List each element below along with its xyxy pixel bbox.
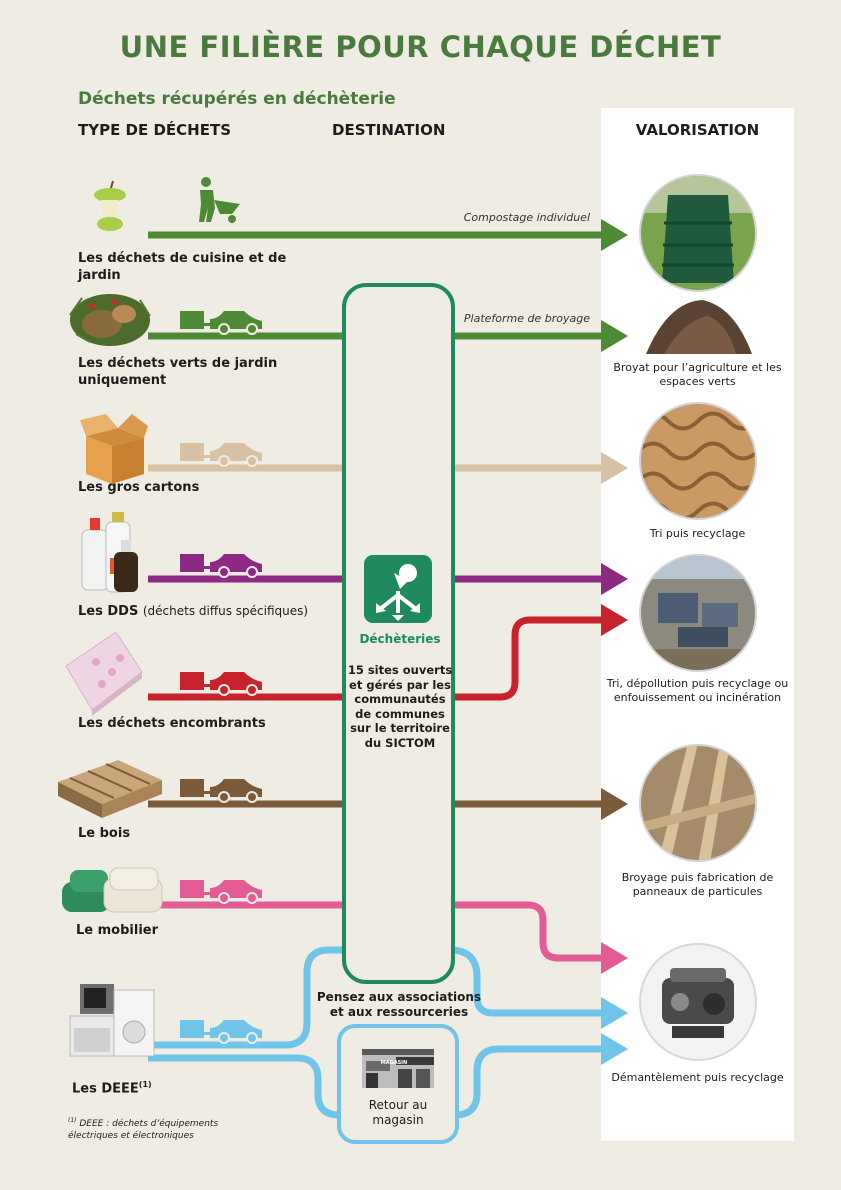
arrowhead-encombrants [601, 604, 628, 636]
waste-label-dds-row [78, 603, 338, 620]
waste-label-mobilier: Le mobilier [76, 923, 159, 938]
column-header-valorisation: VALORISATION [635, 121, 760, 139]
waste-label-cuisine: Les déchets de cuisine et de jardin [78, 251, 287, 283]
associations-note: Pensez aux associations et aux ressourceries [316, 990, 482, 1019]
dechetterie-card [346, 560, 454, 750]
waste-label-verts: Les déchets verts de jardin uniquement [78, 356, 278, 388]
vehicle-icon-dds [180, 554, 262, 577]
vehicle-icon-deee [180, 1020, 262, 1043]
column-header-type: TYPE DE DÉCHETS [78, 121, 232, 139]
footnote-number: (1) [68, 1117, 77, 1124]
green-waste-icon [70, 294, 150, 346]
dechetterie-name: Déchèteries [359, 632, 441, 646]
column-header-destination: DESTINATION [332, 121, 446, 139]
arrowhead-bois [601, 788, 628, 820]
arrowhead-cartons [601, 452, 628, 484]
footnote [68, 1115, 238, 1142]
gardener-wheelbarrow-icon [199, 177, 240, 223]
arrowhead-dds [601, 563, 628, 595]
route-label-compost: Compostage individuel [463, 211, 590, 224]
chemical-bottles-icon [82, 512, 138, 592]
footnote-mark: (1) [138, 1080, 152, 1089]
arrowhead-cuisine [601, 219, 628, 251]
arrowhead-deee-upper [601, 997, 628, 1029]
mattress-icon [66, 632, 142, 716]
waste-label-bois: Le bois [78, 826, 131, 841]
waste-label-dds-extra: (déchets diffus spécifiques) [142, 604, 309, 618]
valorisation-depollution: Tri, dépollution puis recyclage ou enfouissement ou incinération [606, 677, 789, 704]
cardboard-box-icon [80, 414, 148, 484]
waste-label-dds: Les DDS [78, 604, 139, 619]
page-title: UNE FILIÈRE POUR CHAQUE DÉCHET [119, 30, 722, 64]
valorisation-broyage-panneaux: Broyage puis fabrication de panneaux de particules [621, 871, 774, 898]
compost-bin-image-icon [638, 173, 758, 293]
apple-core-icon [94, 181, 126, 231]
page-subtitle: Déchets récupérés en déchèterie [78, 89, 396, 109]
engine-image-icon [638, 942, 758, 1062]
particle-board-image-icon [638, 743, 758, 863]
footnote-text: DEEE : déchets d’équipements électriques et électroniques [68, 1119, 219, 1141]
mulch-pile-icon [646, 300, 752, 354]
waste-label-deee-row [72, 1076, 272, 1097]
dechetterie-description: 15 sites ouverts et gérés par les communautés de communes sur le territoire du SICTOM [347, 663, 453, 750]
arrowhead-mobilier [601, 942, 628, 974]
magasin-sign: MAGASIN [380, 1060, 408, 1066]
arrowhead-verts [601, 320, 628, 352]
arrowhead-deee-lower [601, 1033, 628, 1065]
valorisation-demantelement: Démantèlement puis recyclage [611, 1071, 784, 1084]
wood-pallet-icon [58, 760, 162, 818]
valorisation-tri-recyclage: Tri puis recyclage [649, 527, 746, 540]
magasin-label: Retour au magasin [368, 1098, 428, 1127]
recycling-facility-image-icon [638, 553, 758, 673]
appliances-icon [70, 984, 154, 1056]
store-icon [362, 1049, 434, 1088]
vehicle-icon-encombrants [180, 672, 262, 695]
valorisation-broyat: Broyat pour l’agriculture et les espaces verts [613, 361, 782, 388]
vehicle-icon-bois [180, 779, 262, 802]
waste-label-encombrants: Les déchets encombrants [78, 716, 266, 731]
route-label-broyage: Plateforme de broyage [463, 312, 590, 325]
vehicle-icon-cartons [180, 443, 262, 466]
corrugated-cardboard-image-icon [638, 401, 758, 521]
vehicle-icon-mobilier [180, 880, 262, 903]
vehicle-icon-verts [180, 311, 262, 334]
waste-label-cartons: Les gros cartons [78, 480, 200, 495]
waste-label-deee: Les DEEE [72, 1081, 139, 1097]
sofa-icon [62, 868, 162, 912]
